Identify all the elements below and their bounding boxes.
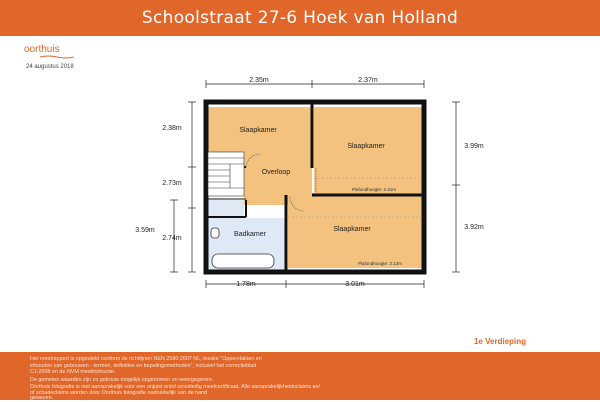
dim-bottom-left: 1.78m — [236, 281, 256, 288]
footer-line: C1:2008 en de NVM meetinstructie. — [30, 369, 116, 376]
room-slaapkamer-2 — [314, 107, 422, 193]
stairs — [208, 152, 244, 196]
toilet — [211, 228, 219, 238]
dim-right-1: 3.99m — [464, 143, 484, 150]
footer-line: De gemeten waarden zijn zo getrouw mogelijk opgenomen en weergegeven. — [30, 377, 214, 383]
dim-top-right: 2.37m — [358, 77, 378, 84]
dim-left-outer: 3.59m — [135, 227, 155, 234]
brand-logo: oorthuis — [24, 44, 60, 55]
footer-line: gewezen. — [30, 395, 54, 401]
dim-top-left: 2.35m — [249, 77, 269, 84]
room-label-slaapkamer-1: Slaapkamer — [239, 127, 277, 134]
footer-line: Het meetrapport is opgesteld conform de richtlijnen NEN 2580:2007 NL, inzake "Oppervlakten en — [30, 356, 262, 362]
dim-bottom-right: 3.01m — [345, 281, 365, 288]
dim-right-2: 3.92m — [464, 224, 484, 231]
ceiling-height-note-1: Plafondhoogte: 2.41m — [351, 187, 397, 192]
footer-line: Oorthuis fotografie is niet aansprakelijk voor een onjuist en/of onvolledig meetcertificaat. Alle aansprakelijkheidsclaims en/ — [30, 383, 321, 390]
room-label-slaapkamer-3: Slaapkamer — [333, 226, 371, 233]
dim-left-3: 2.74m — [162, 235, 182, 242]
date-label: 24 augustus 2018 — [26, 64, 74, 70]
footer-line: of schadeclaims worden door Oorthuis fotografie nadrukkelijk van de hand — [30, 390, 208, 397]
ceiling-height-note-2: Plafondhoogte: 2.13m — [357, 261, 403, 266]
page-title: Schoolstraat 27-6 Hoek van Holland — [141, 8, 459, 28]
bathtub — [212, 254, 274, 268]
room-label-badkamer: Badkamer — [234, 231, 266, 238]
floor-level-label: 1e Verdieping — [474, 337, 527, 346]
dim-left-2: 2.73m — [162, 180, 182, 187]
room-overloop — [244, 155, 312, 205]
footer-disclaimer — [0, 352, 600, 400]
footer-line: inhouden van gebouwen - termen, definities en bepalingsmethoden", inclusief het correctieblad — [30, 362, 257, 369]
dim-left-1: 2.38m — [162, 125, 182, 132]
room-badkamer-upper — [208, 200, 244, 216]
room-label-slaapkamer-2: Slaapkamer — [347, 143, 385, 150]
room-label-overloop: Overloop — [261, 169, 291, 176]
